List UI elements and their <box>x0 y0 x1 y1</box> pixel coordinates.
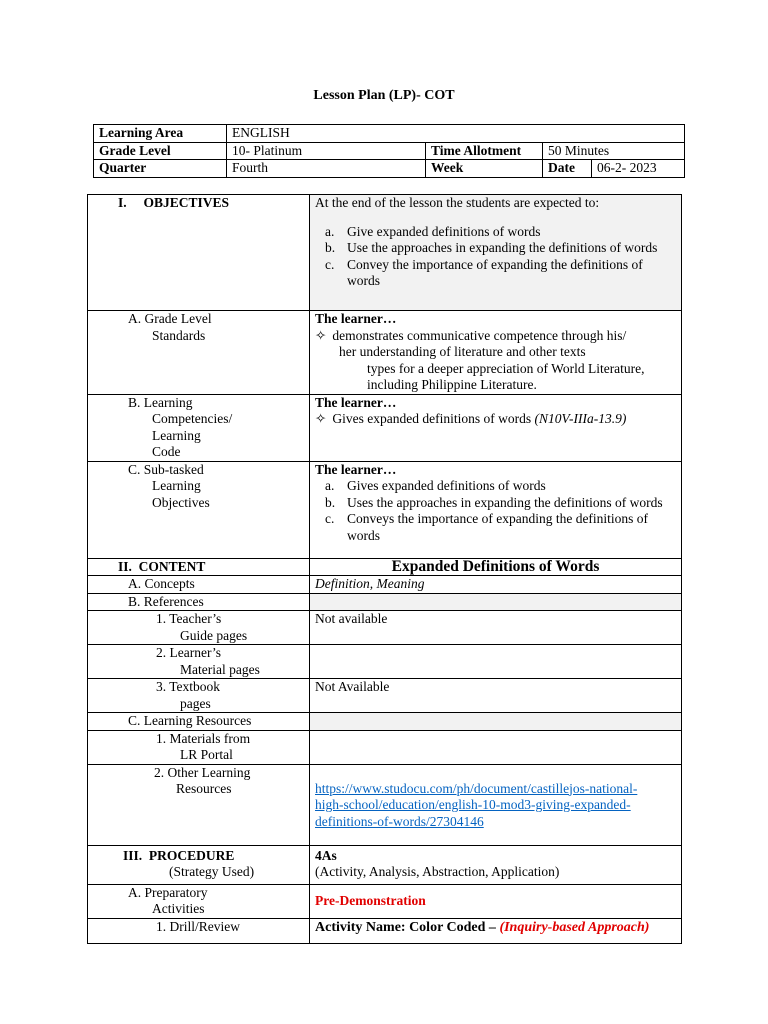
subtasked-list <box>315 478 676 544</box>
document-title: Lesson Plan (LP)- COT <box>313 88 455 103</box>
strategy-name: 4As <box>315 847 337 863</box>
time-allotment-label: Time Allotment <box>426 142 543 160</box>
subtask-item: c. Conveys the importance of expanding the definitions of words <box>325 511 649 543</box>
references-value <box>310 593 682 611</box>
lr-portal-row <box>88 730 682 764</box>
time-allotment-value: 50 Minutes <box>543 142 685 160</box>
diamond-bullet-icon: ✧ <box>315 411 327 426</box>
objectives-content <box>310 195 682 311</box>
other-resources-value <box>310 764 682 845</box>
week-cell <box>426 160 543 178</box>
header-row-2 <box>94 142 685 160</box>
objectives-heading <box>88 195 310 311</box>
references-row <box>88 593 682 611</box>
drill-row <box>88 918 682 943</box>
procedure-strategy <box>310 845 682 884</box>
objective-item: b. Use the approaches in expanding the definitions of words <box>325 240 658 255</box>
objectives-num: I. <box>118 195 127 210</box>
learner-label: The learner… <box>315 461 397 477</box>
learner-label: The learner… <box>315 394 397 410</box>
objectives-intro: At the end of the lesson the students are expected to: <box>315 195 600 210</box>
competencies-row <box>88 394 682 461</box>
textbook-row <box>88 679 682 713</box>
objective-item: c. Convey the importance of expanding the definitions of words <box>325 256 643 288</box>
quarter-label: Quarter <box>94 160 227 178</box>
content-row <box>88 558 682 576</box>
competency-code: (N10V-IIIa-13.9) <box>534 411 627 426</box>
subtasked-row <box>88 461 682 558</box>
subtask-item: a. Gives expanded definitions of words <box>325 478 546 493</box>
subtasked-content <box>310 461 682 558</box>
grade-standards-label: A. Grade Level Standards <box>88 311 310 395</box>
content-topic: Expanded Definitions of Words <box>310 558 682 576</box>
preparatory-label: A. Preparatory Activities <box>88 884 310 918</box>
concepts-row <box>88 576 682 594</box>
header-row-1 <box>94 125 685 143</box>
other-resources-row <box>88 764 682 845</box>
date-label: Date <box>543 160 592 178</box>
objectives-label: OBJECTIVES <box>143 195 230 210</box>
drill-value: Activity Name: Color Coded – (Inquiry-based Approach) <box>310 918 682 943</box>
resource-link[interactable]: https://www.studocu.com/ph/document/castillejos-national- high-school/education/english-10-mod3-giving-expanded- definitions-of-words/27304146 <box>315 780 638 829</box>
competencies-label: B. Learning Competencies/ Learning Code <box>88 394 310 461</box>
grade-standards-row <box>88 311 682 395</box>
objective-item: a. Give expanded definitions of words <box>325 223 541 239</box>
header-row-3 <box>94 160 685 178</box>
lesson-plan-table <box>87 194 682 944</box>
objectives-list <box>315 224 676 290</box>
grade-level-label: Grade Level <box>94 142 227 160</box>
concepts-value: Definition, Meaning <box>310 576 682 594</box>
learning-resources-value <box>310 713 682 731</box>
preparatory-row <box>88 884 682 918</box>
textbook-label: 3. Textbook pages <box>88 679 310 713</box>
subtask-item: b. Uses the approaches in expanding the definitions of words <box>325 494 663 510</box>
learning-area-label: Learning Area <box>94 125 227 143</box>
learning-resources-label: C. Learning Resources <box>88 713 310 731</box>
competencies-content: The learner… ✧ Gives expanded definitions of words (N10V-IIIa-13.9) <box>310 394 682 461</box>
diamond-bullet-icon: ✧ <box>315 327 327 343</box>
date-value: 06-2- 2023 <box>592 160 685 178</box>
learning-resources-row <box>88 713 682 731</box>
strategy-description: (Activity, Analysis, Abstraction, Application) <box>315 864 560 879</box>
procedure-row <box>88 845 682 884</box>
learner-label: The learner… <box>315 311 397 326</box>
content-heading: II. CONTENT <box>88 558 310 576</box>
lr-portal-label: 1. Materials from LR Portal <box>88 730 310 764</box>
learners-material-row <box>88 645 682 679</box>
textbook-value: Not Available <box>310 679 682 713</box>
quarter-value: Fourth <box>227 160 426 178</box>
concepts-label: A. Concepts <box>88 576 310 594</box>
learners-material-label: 2. Learner’s Material pages <box>88 645 310 679</box>
week-label: Week <box>431 160 464 175</box>
procedure-heading: III. PROCEDURE (Strategy Used) <box>88 845 310 884</box>
teachers-guide-value: Not available <box>310 611 682 645</box>
teachers-guide-label: 1. Teacher’s Guide pages <box>88 611 310 645</box>
lesson-header-table <box>93 124 685 178</box>
references-label: B. References <box>88 593 310 611</box>
lr-portal-value <box>310 730 682 764</box>
objectives-row <box>88 195 682 311</box>
grade-standards-content: The learner… ✧ demonstrates communicative competence through his/ her understanding of literature and other texts types for a deeper appreciation of World Literature, including Philippine Literature. <box>310 311 682 395</box>
other-resources-label: 2. Other Learning Resources <box>88 764 310 845</box>
preparatory-value: Pre-Demonstration <box>310 884 682 918</box>
drill-label: 1. Drill/Review <box>88 918 310 943</box>
learning-area-value: ENGLISH <box>227 125 685 143</box>
teachers-guide-row <box>88 611 682 645</box>
subtasked-label: C. Sub-tasked Learning Objectives <box>88 461 310 558</box>
grade-level-value: 10- Platinum <box>227 142 426 160</box>
learners-material-value <box>310 645 682 679</box>
